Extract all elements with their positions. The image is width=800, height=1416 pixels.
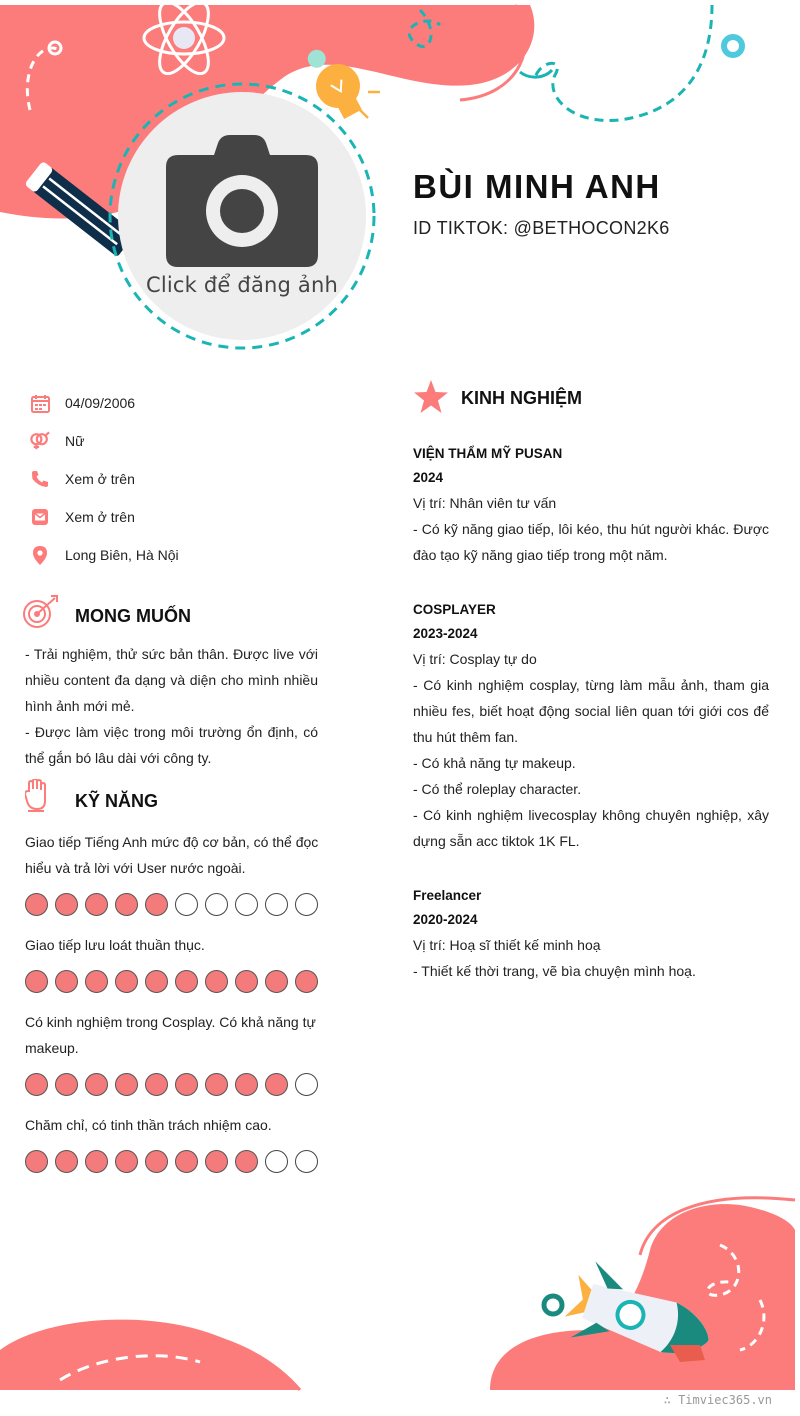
gender-icon (30, 431, 50, 451)
skills-list (25, 829, 325, 1189)
teal-ring (724, 37, 742, 55)
footer-brand: ∴ Timviec365.vn (663, 1393, 772, 1407)
rating-dot-filled (55, 1073, 78, 1096)
rating-dot-empty (265, 893, 288, 916)
rating-dot-filled (145, 970, 168, 993)
exp-line: - Có kinh nghiệm livecosplay không chuyên nghiệp, xây dựng sẵn acc tiktok 1K FL. (413, 807, 769, 849)
hand-icon (25, 779, 49, 818)
goal-line: - Trải nghiệm, thử sức bản thân. Được live với nhiều content đa dạng và diện cho mình nhiều hình ảnh mới mẻ. (25, 646, 318, 714)
rating-dot-filled (205, 970, 228, 993)
camera-icon (166, 135, 318, 267)
rating-dot-empty (175, 893, 198, 916)
exp-line: - Có thể roleplay character. (413, 781, 582, 797)
contact-email (30, 498, 360, 536)
rating-dot-filled (295, 970, 318, 993)
email-value: Xem ở trên (65, 509, 135, 525)
rating-dot-empty (205, 893, 228, 916)
exp-line: - Có kỹ năng giao tiếp, lôi kéo, thu hút người khác. Được đào tạo kỹ năng giao tiếp trong một năm. (413, 521, 769, 563)
rating-dot-filled (265, 1073, 288, 1096)
goals-content (25, 641, 318, 771)
rating-dot-filled (235, 1073, 258, 1096)
exp-period: 2024 (413, 470, 444, 485)
contact-phone (30, 460, 360, 498)
rating-dot-empty (295, 893, 318, 916)
target-icon (22, 594, 60, 635)
rating-dot-filled (175, 970, 198, 993)
tiktok-id: ID TIKTOK: @BETHOCON2K6 (413, 218, 670, 238)
rating-dot-filled (25, 893, 48, 916)
rating-dot-filled (115, 1150, 138, 1173)
rating-dot-filled (265, 970, 288, 993)
birthday-value: 04/09/2006 (65, 395, 136, 411)
experience-item (413, 442, 769, 568)
experience-item (413, 884, 769, 984)
photo-upload-label: Click để đăng ảnh (145, 273, 339, 297)
calendar-icon (30, 393, 50, 413)
phone-icon (30, 469, 50, 489)
exp-period: 2020-2024 (413, 912, 478, 927)
experience-item (413, 598, 769, 854)
skill-text: Có kinh nghiệm trong Cosplay. Có khả năng tự makeup. (25, 1014, 316, 1056)
exp-company: VIỆN THẨM MỸ PUSAN (413, 446, 563, 461)
contact-gender (30, 422, 360, 460)
skill-rating (25, 1150, 325, 1173)
rating-dot-filled (25, 1073, 48, 1096)
rating-dot-filled (205, 1073, 228, 1096)
rating-dot-filled (145, 1150, 168, 1173)
rating-dot-filled (175, 1073, 198, 1096)
rating-dot-empty (295, 1150, 318, 1173)
skill-item (25, 829, 325, 916)
star-icon (413, 380, 449, 419)
teal-ring-bottom (544, 1296, 562, 1314)
experience-title: KINH NGHIỆM (461, 388, 582, 408)
rating-dot-empty (265, 1150, 288, 1173)
email-icon (30, 507, 50, 527)
skill-rating (25, 1073, 325, 1096)
rating-dot-filled (25, 970, 48, 993)
rating-dot-filled (235, 1150, 258, 1173)
exp-line: - Có khả năng tự makeup. (413, 755, 576, 771)
rating-dot-filled (85, 1073, 108, 1096)
rating-dot-filled (55, 1150, 78, 1173)
rating-dot-filled (175, 1150, 198, 1173)
rating-dot-filled (145, 1073, 168, 1096)
photo-upload[interactable] (118, 92, 366, 340)
exp-line: - Thiết kế thời trang, vẽ bìa chuyện mình hoạ. (413, 963, 696, 979)
rating-dot-filled (205, 1150, 228, 1173)
rating-dot-filled (85, 893, 108, 916)
location-pin-icon (30, 545, 50, 565)
contact-address (30, 536, 360, 574)
exp-company: COSPLAYER (413, 602, 496, 617)
gender-value: Nữ (65, 433, 85, 449)
rating-dot-empty (235, 893, 258, 916)
skill-text: Giao tiếp lưu loát thuần thục. (25, 937, 205, 953)
contact-birthday (30, 384, 360, 422)
rating-dot-filled (235, 970, 258, 993)
rating-dot-filled (145, 893, 168, 916)
contact-list (30, 384, 360, 574)
rating-dot-filled (115, 970, 138, 993)
rating-dot-filled (85, 970, 108, 993)
rating-dot-filled (55, 893, 78, 916)
skill-text: Giao tiếp Tiếng Anh mức độ cơ bản, có thể đọc hiểu và trả lời với User nước ngoài. (25, 834, 319, 876)
rating-dot-filled (115, 1073, 138, 1096)
exp-company: Freelancer (413, 888, 482, 903)
skill-rating (25, 893, 325, 916)
skill-item (25, 1009, 325, 1096)
phone-value: Xem ở trên (65, 471, 135, 487)
rating-dot-empty (295, 1073, 318, 1096)
goal-line: - Được làm việc trong môi trường ổn định, có thể gắn bó lâu dài với công ty. (25, 724, 318, 766)
rating-dot-filled (55, 970, 78, 993)
skill-rating (25, 970, 325, 993)
candidate-name: BÙI MINH ANH (413, 168, 661, 205)
skill-item (25, 932, 325, 993)
address-value: Long Biên, Hà Nội (65, 547, 179, 563)
skills-title: KỸ NĂNG (75, 791, 159, 811)
skill-text: Chăm chỉ, có tinh thần trách nhiệm cao. (25, 1117, 272, 1133)
rating-dot-filled (85, 1150, 108, 1173)
exp-line: - Có kinh nghiệm cosplay, từng làm mẫu ảnh, tham gia nhiều fes, biết hoạt động social liên quan tới giới cos để thu hút thêm fan. (413, 677, 769, 745)
rating-dot-filled (25, 1150, 48, 1173)
goals-title: MONG MUỐN (75, 606, 191, 626)
skill-item (25, 1112, 325, 1173)
exp-period: 2023-2024 (413, 626, 478, 641)
exp-line: Vị trí: Nhân viên tư vấn (413, 495, 557, 511)
exp-line: Vị trí: Hoạ sĩ thiết kế minh hoạ (413, 937, 601, 953)
exp-line: Vị trí: Cosplay tự do (413, 651, 537, 667)
rating-dot-filled (115, 893, 138, 916)
